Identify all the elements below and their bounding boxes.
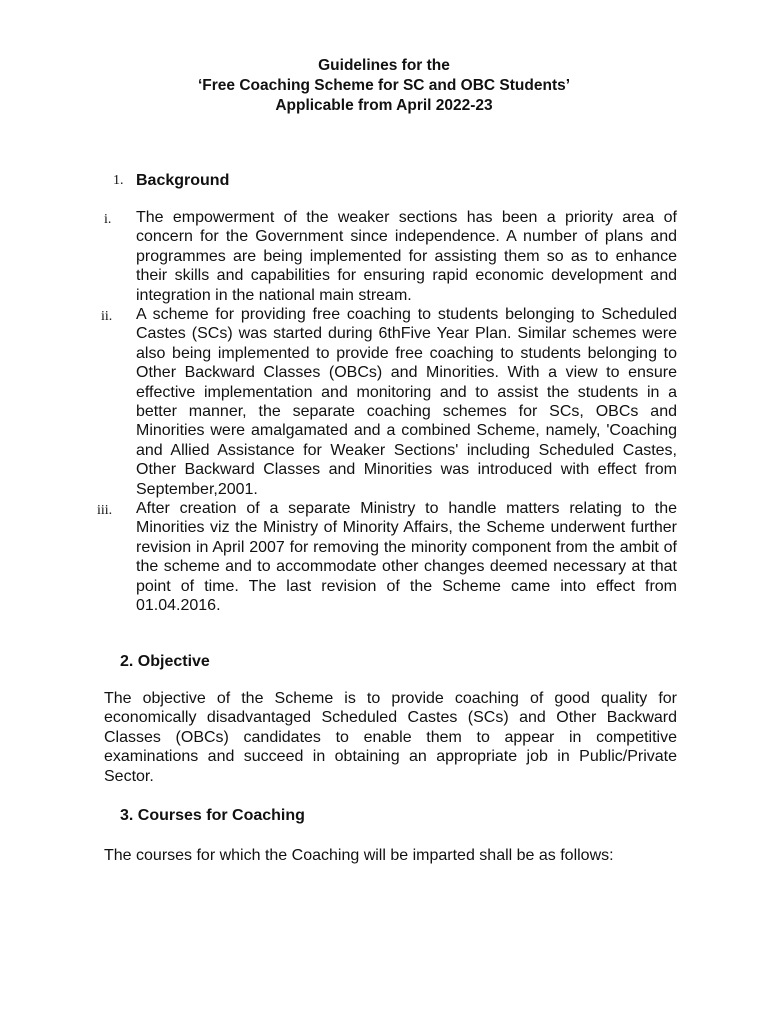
- courses-intro-paragraph: The courses for which the Coaching will be imparted shall be as follows:: [104, 847, 614, 864]
- section-3-heading: 3. Courses for Coaching: [120, 807, 305, 824]
- objective-paragraph: The objective of the Scheme is to provide coaching of good quality for economically disadvantaged Scheduled Castes (SCs) and Other Backward Classes (OBCs) candidates to enable them to appear in competitive examinations and succeed in obtaining an appropriate job in Public/Private Sector.: [104, 690, 677, 785]
- title-line-1: Guidelines for the: [318, 57, 450, 74]
- section-2-heading: 2. Objective: [120, 653, 210, 670]
- list-numeral-iii: iii.: [97, 503, 113, 518]
- background-paragraph-ii: A scheme for providing free coaching to students belonging to Scheduled Castes (SCs) was started during 6thFive Year Plan. Similar schemes were also being implemented to provide free coaching to students belonging to Other Backward Classes (OBCs) and Minorities. With a view to ensure effective implementation and monitoring and to assist the students in a better manner, the separate coaching schemes for SCs, OBCs and Minorities were amalgamated and a combined Scheme, namely, 'Coaching and Allied Assistance for Weaker Sections' including Scheduled Castes, Other Backward Classes and Minorities was introduced with effect from September,2001.: [136, 306, 677, 498]
- background-paragraph-iii: After creation of a separate Ministry to handle matters relating to the Minorities viz the Ministry of Minority Affairs, the Scheme underwent further revision in April 2007 for removing the minority component from the ambit of the scheme and to accommodate other changes deemed necessary at that point of time. The last revision of the Scheme came into effect from 01.04.2016.: [136, 500, 677, 615]
- list-numeral-i: i.: [104, 212, 112, 227]
- title-line-3: Applicable from April 2022-23: [275, 97, 493, 114]
- list-numeral-ii: ii.: [101, 309, 113, 324]
- section-1-number: 1.: [113, 173, 124, 188]
- background-paragraph-i: The empowerment of the weaker sections has been a priority area of concern for the Government since independence. A number of plans and programmes are being implemented for assisting them so as to enhance their skills and capabilities for ensuring rapid economic development and integration in the national main stream.: [136, 209, 677, 304]
- section-1-heading: Background: [136, 172, 230, 189]
- title-line-2: ‘Free Coaching Scheme for SC and OBC Students’: [197, 77, 571, 94]
